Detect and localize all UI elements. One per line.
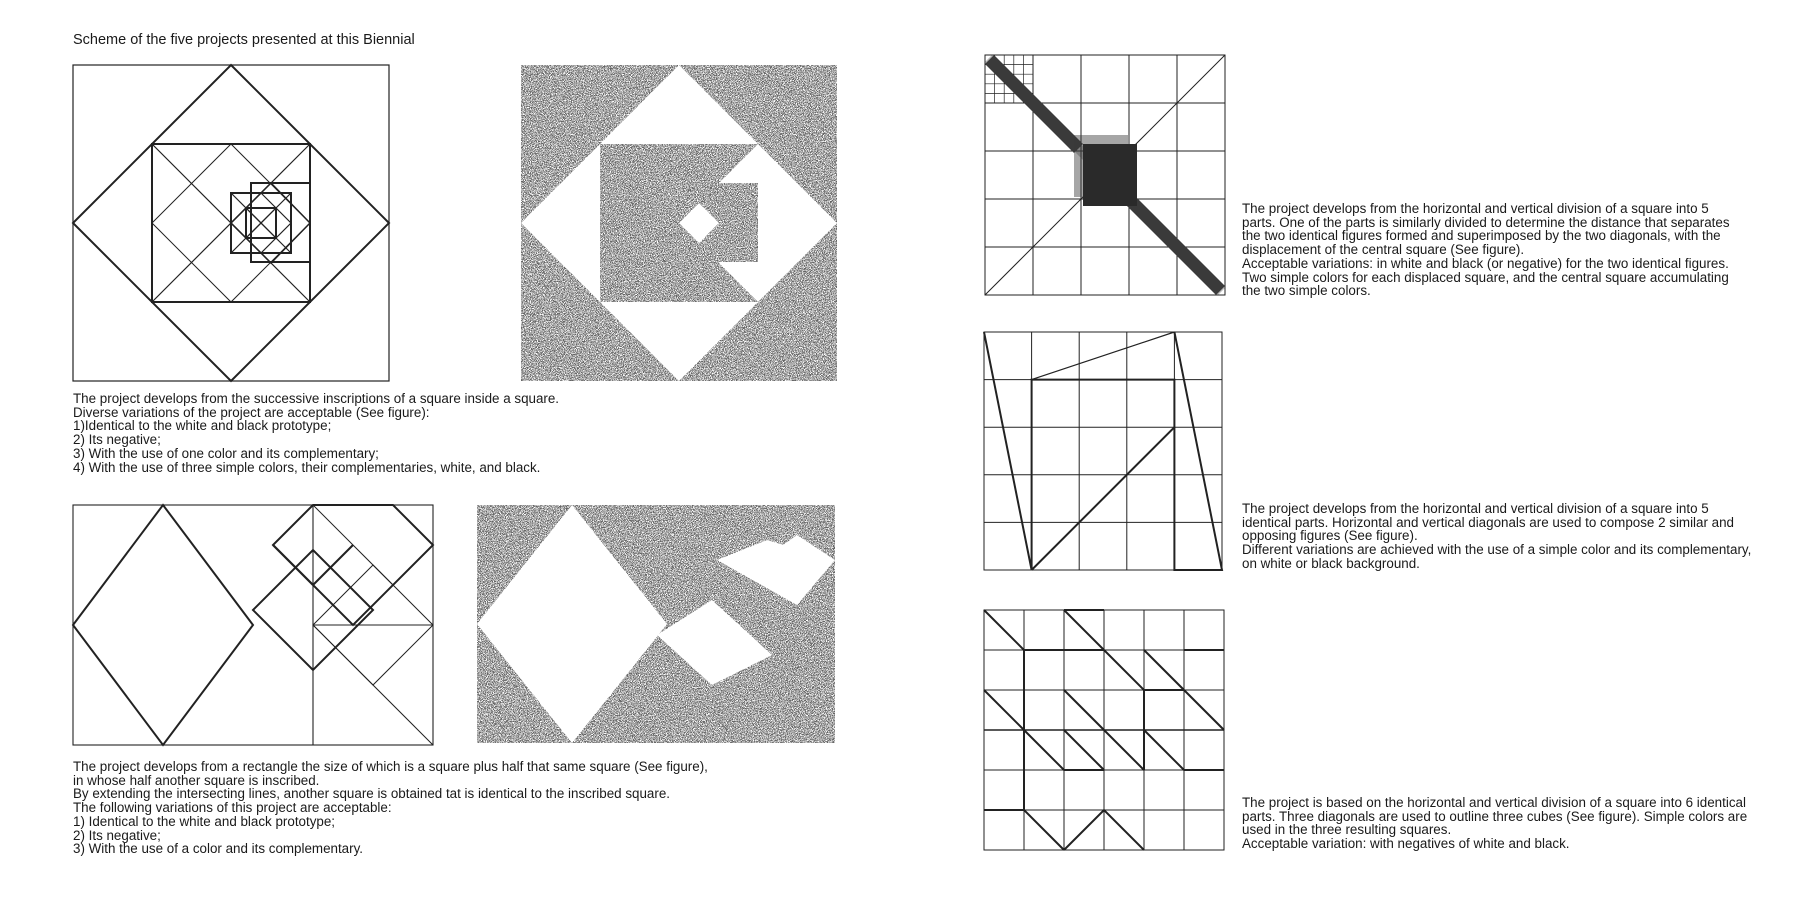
project-3-description	[1242, 202, 1730, 298]
p1-line: 3) With the use of one color and its complementary;	[73, 445, 379, 461]
p2-line: 1) Identical to the white and black prototype;	[73, 813, 336, 829]
project-3-figure	[985, 55, 1225, 295]
p1-line: 1)Identical to the white and black prototype;	[73, 418, 332, 434]
p4-outer-square	[984, 332, 1222, 570]
p3-line: The project develops from the horizontal and vertical division of a square into 5	[1242, 201, 1709, 216]
p3-band-upper	[985, 55, 1083, 153]
p3-line: Two simple colors for each displaced square, and the central square accumulating	[1242, 269, 1729, 285]
p5-line: used in the three resulting squares.	[1242, 822, 1452, 838]
project-1-line-figure	[73, 65, 389, 381]
page-title: Scheme of the five projects presented at this Biennial	[73, 32, 415, 48]
p3-line: parts. One of the parts is similarly divided to determine the distance that separates	[1242, 214, 1730, 230]
p2-line: in whose half another square is inscribed.	[73, 772, 320, 788]
p3-line: Acceptable variations: in white and black (or negative) for the two identical figures.	[1242, 255, 1729, 271]
p1-line: The project develops from the successive inscriptions of a square inside a square.	[73, 391, 560, 406]
p2-line: By extending the intersecting lines, another square is obtained tat is identical to the inscribed square.	[73, 786, 670, 802]
project-5-description	[1242, 796, 1747, 851]
p4-line: on white or black background.	[1242, 555, 1420, 571]
p4-figure-b	[1174, 332, 1222, 570]
project-1-description	[73, 392, 559, 474]
p2-line: 2) Its negative;	[73, 827, 161, 843]
project-1-negative-figure	[521, 65, 837, 381]
p1-line: Diverse variations of the project are acceptable (See figure):	[73, 404, 430, 420]
project-2-description	[73, 760, 708, 856]
project-2-negative-figure	[477, 505, 835, 743]
p1-line: 4) With the use of three simple colors, their complementaries, white, and black.	[73, 459, 541, 475]
p1-line: 2) Its negative;	[73, 432, 161, 448]
p2-line: The following variations of this project are acceptable:	[73, 800, 392, 816]
project-5-figure	[984, 610, 1224, 850]
p3-line: the two identical figures formed and superimposed by the two diagonals, with the	[1242, 228, 1721, 244]
p2-line: 3) With the use of a color and its complementary.	[73, 841, 364, 857]
p4-line: identical parts. Horizontal and vertical diagonals are used to compose 2 similar and	[1242, 514, 1734, 530]
p1-diamond-2	[231, 183, 310, 263]
p4-line: Different variations are achieved with the use of a simple color and its complementary,	[1242, 542, 1752, 558]
p2-line: The project develops from a rectangle the size of which is a square plus half that same square (See figure),	[73, 759, 708, 774]
p3-line: displacement of the central square (See figure).	[1242, 242, 1525, 258]
project-4-figure	[984, 332, 1222, 570]
p4-line: The project develops from the horizontal and vertical division of a square into 5	[1242, 501, 1709, 516]
p4-line: opposing figures (See figure).	[1242, 528, 1418, 544]
project-2-line-figure	[73, 505, 433, 745]
p2-large-square	[73, 505, 253, 745]
project-4-description	[1242, 502, 1751, 571]
p3-band-lower	[1127, 197, 1225, 295]
p5-line: parts. Three diagonals are used to outline three cubes (See figure). Simple colors are	[1242, 808, 1748, 824]
p5-line: The project is based on the horizontal and vertical division of a square into 6 identical	[1242, 795, 1746, 810]
p5-line: Acceptable variation: with negatives of white and black.	[1242, 836, 1570, 852]
p3-line: the two simple colors.	[1242, 283, 1371, 299]
p3-central-square	[1083, 144, 1137, 206]
